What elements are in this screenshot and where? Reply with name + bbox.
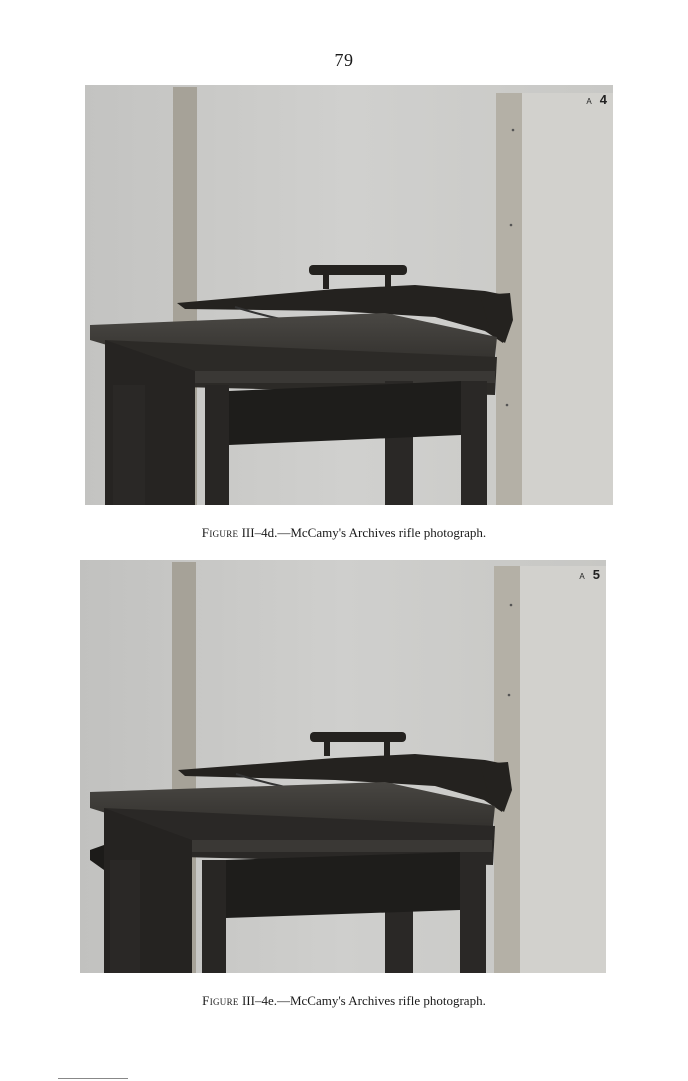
caption-prefix: Figure (202, 993, 239, 1008)
plate-letter: A (586, 97, 592, 106)
caption-prefix: Figure (201, 525, 239, 540)
photo-illustration (85, 85, 613, 505)
rifle-photograph-4d (85, 85, 613, 505)
footnote-rule (58, 1078, 128, 1079)
figure-caption (0, 525, 688, 541)
plate-letter: A (579, 572, 585, 581)
caption-text: III–4e.—McCamy's Archives rifle photograph. (238, 993, 486, 1008)
page-number: 79 (334, 50, 354, 70)
plate-number: 4 (599, 92, 607, 107)
caption-text: III–4d.—McCamy's Archives rifle photograph. (238, 525, 487, 540)
plate-label (586, 92, 607, 107)
plate-number: 5 (592, 567, 600, 582)
figure-caption (0, 993, 688, 1009)
rifle-photograph-4e (80, 560, 606, 973)
plate-label (579, 567, 600, 582)
photo-illustration (80, 560, 606, 973)
